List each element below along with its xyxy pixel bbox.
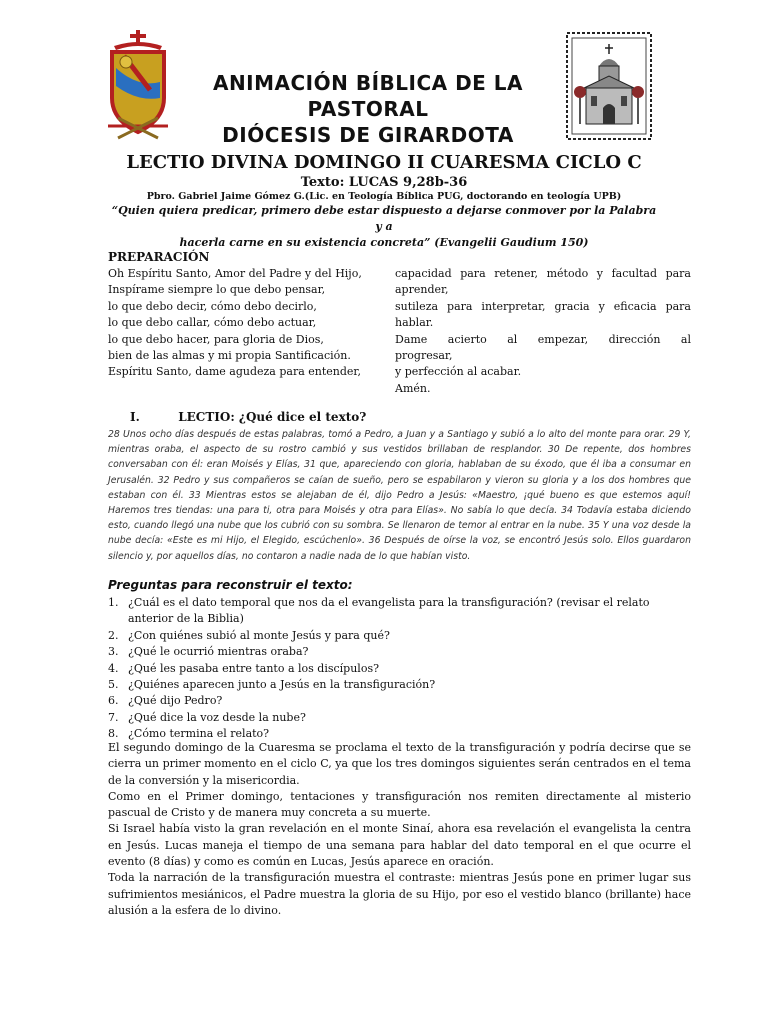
prayer-line: Amén.	[395, 381, 431, 395]
list-item	[108, 595, 691, 628]
prayer-line: Oh Espíritu Santo, Amor del Padre y del Hijo,	[108, 267, 362, 280]
item-number: 3.	[108, 645, 119, 659]
list-item	[108, 644, 691, 660]
scripture-passage: 28 Unos ocho días después de estas palabras, tomó a Pedro, a Juan y a Santiago y subió a lo alto del monte para orar. 29 Y, mientras oraba, el aspecto de su rostro cambió y sus vestidos brillaban de resplandor. 30 De repente, dos hombres conversaban con él: eran Moisés y Elías, 31 que, apareciendo con gloria, hablaban de su éxodo, que él iba a consumar en Jerusalén. 32 Pedro y sus compañeros se caían de sueño, pero se espabilaron y vieron su gloria y a los dos hombres que estaban con él. 33 Mientras estos se alejaban de él, dijo Pedro a Jesús: «Maestro, ¡qué bueno es que estemos aquí! Haremos tres tiendas: una para ti, otra para Moisés y otra para Elías». No sabía lo que decía. 34 Todavía estaba diciendo esto, cuando llegó una nube que los cubrió con su sombra. Se llenaron de temor al entrar en la nube. 35 Y una voz desde la nube decía: «Este es mi Hijo, el Elegido, escúchenlo». 36 Después de oírse la voz, se encontró Jesús solo. Ellos guardaron silencio y, por aquellos días, no contaron a nadie nada de lo que habían visto.	[108, 429, 691, 562]
list-item	[108, 693, 691, 709]
list-item	[108, 710, 691, 726]
prayer-line: lo que debo hacer, para gloria de Dios,	[108, 332, 324, 346]
questions-list	[108, 595, 691, 743]
prayer-column-right	[395, 266, 691, 397]
prayer-line: Espíritu Santo, dame agudeza para entender,	[108, 365, 361, 379]
org-line-1: ANIMACIÓN BÍBLICA DE LA PASTORAL	[212, 71, 524, 121]
item-text: ¿Qué les pasaba entre tanto a los discípulos?	[128, 661, 379, 675]
prayer-line: Inspírame siempre lo que debo pensar,	[108, 283, 326, 297]
quote-line-1: “Quien quiera predicar, primero debe estar dispuesto a dejarse conmover por la Palabra y a	[111, 204, 657, 233]
section-heading	[130, 410, 366, 424]
prayer-line: lo que debo callar, cómo debo actuar,	[108, 316, 317, 330]
item-text: ¿Quiénes aparecen junto a Jesús en la transfiguración?	[128, 678, 436, 692]
scripture-reference: Texto: LUCAS 9,28b-36	[300, 175, 468, 190]
body-paragraph: El segundo domingo de la Cuaresma se proclama el texto de la transfiguración y podría decirse que se cierra un primer momento en el ciclo C, ya que los tres domingos siguientes serán centrados en el tema de la conversión y la misericordia.	[108, 741, 691, 787]
prayer-line: lo que debo decir, cómo debo decirlo,	[108, 299, 317, 313]
item-number: 4.	[108, 661, 119, 675]
prayer-line: aprender,	[395, 283, 449, 297]
prayer-line: hablar.	[395, 316, 434, 330]
body-paragraph: Como en el Primer domingo, tentaciones y transfiguración nos remiten directamente al misterio pascual de Cristo y de manera muy concreta a su muerte.	[108, 789, 691, 820]
commentary-body	[108, 740, 691, 919]
section-number: I.	[130, 410, 140, 424]
item-number: 8.	[108, 727, 119, 741]
list-item	[108, 661, 691, 677]
item-number: 2.	[108, 628, 119, 642]
item-text: ¿Cómo termina el relato?	[128, 727, 270, 741]
prayer-column-left	[108, 266, 378, 381]
prayer-line: progresar,	[395, 349, 453, 363]
list-item	[108, 677, 691, 693]
org-line-2: DIÓCESIS DE GIRARDOTA	[222, 123, 514, 147]
item-text: ¿Qué dice la voz desde la nube?	[128, 710, 306, 724]
item-number: 6.	[108, 694, 119, 708]
prayer-line: capacidad para retener, método y facultad para	[395, 267, 691, 280]
questions-heading: Preguntas para reconstruir el texto:	[108, 578, 353, 592]
item-text: ¿Con quiénes subió al monte Jesús y para qué?	[128, 628, 390, 642]
list-item	[108, 628, 691, 644]
item-text: ¿Qué le ocurrió mientras oraba?	[128, 645, 309, 659]
church-illustration-icon	[566, 32, 652, 140]
prayer-line: bien de las almas y mi propia Santificación.	[108, 349, 351, 363]
organization-header	[178, 70, 558, 148]
author-line: Pbro. Gabriel Jaime Gómez G.(Lic. en Teología Bíblica PUG, doctorando en teología UPB)	[146, 191, 622, 202]
item-text: ¿Cuál es el dato temporal que nos da el evangelista para la transfiguración? (revisar el relato anterior de la Biblia)	[128, 596, 650, 626]
item-text: ¿Qué dijo Pedro?	[128, 694, 223, 708]
body-paragraph: Toda la narración de la transfiguración muestra el contraste: mientras Jesús pone en primer lugar sus sufrimientos mesiánicos, el Padre muestra la gloria de su Hijo, por eso el vestido blanco (brillante) hace alusión a la esfera de lo divino.	[108, 871, 691, 917]
preparation-heading: PREPARACIÓN	[108, 250, 210, 264]
quote-line-2: hacerla carne en su existencia concreta” (Evangelii Gaudium 150)	[179, 236, 589, 249]
body-paragraph: Si Israel había visto la gran revelación en el monte Sinaí, ahora esa revelación el evangelista la centra en Jesús. Lucas maneja el tiempo de una semana para hablar del dato temporal en el que ocurre el evento (8 días) y como es común en Lucas, Jesús aparece en oración.	[108, 822, 691, 869]
epigraph-quote	[110, 203, 658, 251]
prayer-line: y perfección al acabar.	[395, 365, 522, 379]
item-number: 7.	[108, 710, 119, 724]
prayer-line: sutileza para interpretar, gracia y eficacia para	[395, 299, 691, 313]
diocesan-crest-icon	[104, 28, 172, 140]
document-title: LECTIO DIVINA DOMINGO II CUARESMA CICLO C	[126, 152, 642, 173]
item-number: 5.	[108, 678, 119, 692]
item-number: 1.	[108, 596, 119, 609]
section-title: LECTIO: ¿Qué dice el texto?	[178, 410, 367, 424]
prayer-line: Dame acierto al empezar, dirección al	[395, 332, 691, 346]
